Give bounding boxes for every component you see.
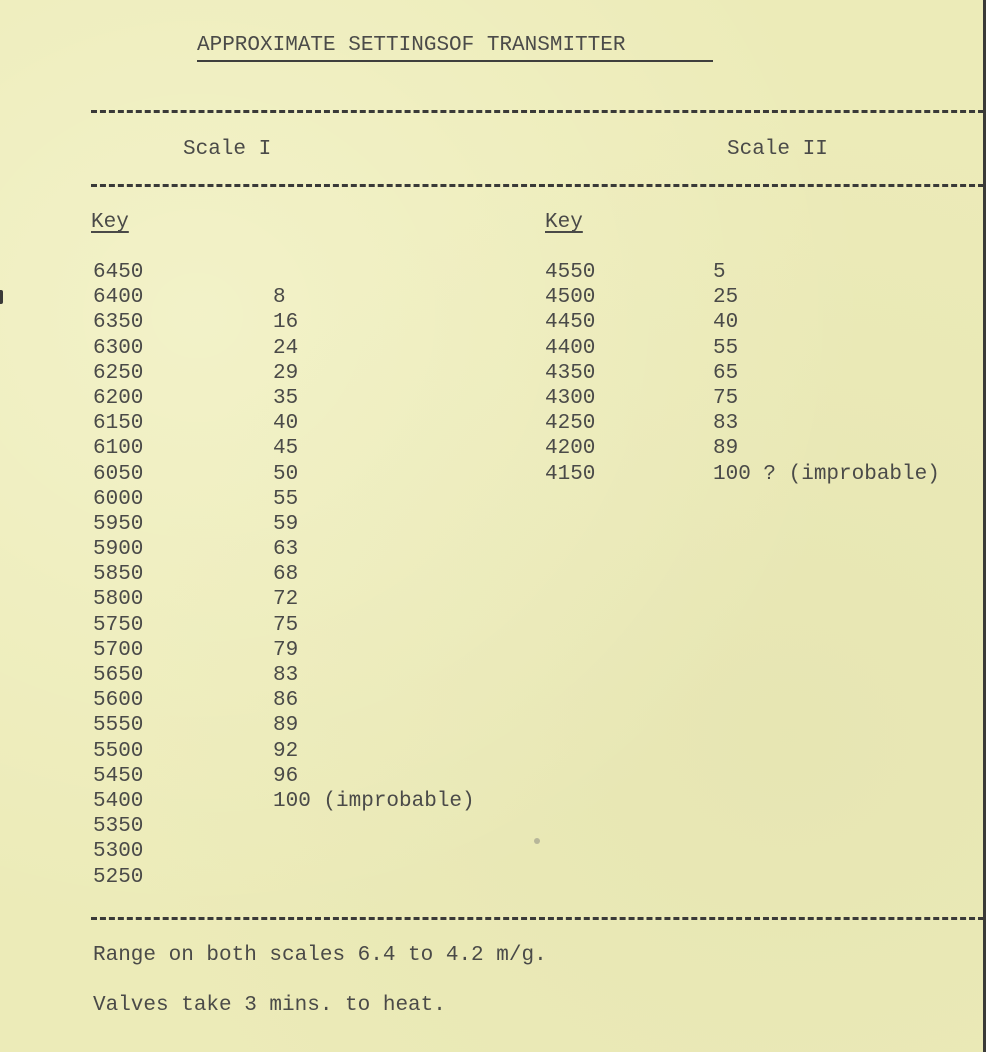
table-cell: 6050 <box>93 462 144 486</box>
table-cell: 5400 <box>93 789 144 813</box>
margin-mark <box>0 290 3 304</box>
scale-2-header: Scale II <box>727 138 828 161</box>
table-cell: 6100 <box>93 437 144 461</box>
table-cell: 5950 <box>93 512 144 536</box>
table-cell: 55 <box>273 487 299 511</box>
table-cell: 40 <box>273 412 299 436</box>
table-cell: 6250 <box>93 361 144 385</box>
table-cell: 75 <box>713 386 739 410</box>
valves-note: Valves take 3 mins. to heat. <box>93 994 446 1017</box>
table-cell: 100 (improbable) <box>273 789 475 813</box>
table-cell: 6200 <box>93 386 144 410</box>
table-cell: 4350 <box>545 361 596 385</box>
table-cell: 25 <box>713 286 739 310</box>
top-divider <box>91 110 984 113</box>
table-cell: 16 <box>273 311 299 335</box>
table-cell: 96 <box>273 764 299 788</box>
scale-2-setting-column <box>713 260 940 487</box>
table-cell: 83 <box>713 412 739 436</box>
scale-1-header: Scale I <box>183 138 272 161</box>
table-cell: 75 <box>273 613 299 637</box>
bottom-divider <box>91 917 984 920</box>
table-cell: 5350 <box>93 815 144 839</box>
scale-2-key-label: Key <box>545 211 583 234</box>
table-cell: 79 <box>273 638 299 662</box>
range-note: Range on both scales 6.4 to 4.2 m/g. <box>93 944 547 967</box>
table-cell: 5750 <box>93 613 144 637</box>
table-cell: 5 <box>713 261 726 284</box>
table-cell: 5550 <box>93 714 144 738</box>
table-cell: 6300 <box>93 336 144 360</box>
table-cell: 89 <box>273 714 299 738</box>
table-cell: 5700 <box>93 638 144 662</box>
table-cell: 68 <box>273 563 299 587</box>
table-cell: 6400 <box>93 286 144 310</box>
table-cell: 83 <box>273 664 299 687</box>
table-cell: 6000 <box>93 487 144 511</box>
table-cell: 4300 <box>545 386 596 410</box>
table-cell: 92 <box>273 739 299 763</box>
table-cell: 50 <box>273 462 299 486</box>
table-cell: 6450 <box>93 261 144 284</box>
table-cell: 5300 <box>93 840 144 864</box>
table-cell: 63 <box>273 538 299 562</box>
table-cell: 5450 <box>93 764 144 788</box>
table-cell: 59 <box>273 512 299 536</box>
scale-1-key-label: Key <box>91 211 129 234</box>
table-cell: 6150 <box>93 412 144 436</box>
table-cell: 4450 <box>545 311 596 335</box>
document-title: APPROXIMATE SETTINGSOF TRANSMITTER <box>197 34 626 57</box>
table-cell: 86 <box>273 689 299 713</box>
table-cell: 6350 <box>93 311 144 335</box>
table-cell: 5850 <box>93 563 144 587</box>
header-divider <box>91 184 984 187</box>
table-cell: 100 ? (improbable) <box>713 462 940 486</box>
table-cell: 40 <box>713 311 739 335</box>
scale-1-setting-column <box>273 285 475 814</box>
table-cell: 35 <box>273 386 299 410</box>
table-cell: 4150 <box>545 462 596 486</box>
scale-1-key-column <box>93 260 143 890</box>
table-cell: 45 <box>273 437 299 461</box>
table-cell: 89 <box>713 437 739 461</box>
table-cell: 5250 <box>93 865 144 889</box>
table-cell: 4500 <box>545 286 596 310</box>
table-cell: 65 <box>713 361 739 385</box>
table-cell: 72 <box>273 588 299 612</box>
table-cell: 29 <box>273 361 299 385</box>
table-cell: 5600 <box>93 689 144 713</box>
table-cell: 5900 <box>93 538 144 562</box>
scale-2-key-column <box>545 260 595 487</box>
table-cell: 4250 <box>545 412 596 436</box>
table-cell: 24 <box>273 336 299 360</box>
table-cell: 4200 <box>545 437 596 461</box>
table-cell: 4400 <box>545 336 596 360</box>
paper-speck <box>534 838 540 844</box>
table-cell: 55 <box>713 336 739 360</box>
table-cell: 8 <box>273 286 286 310</box>
title-underline <box>197 60 713 62</box>
table-cell: 5500 <box>93 739 144 763</box>
table-cell: 5800 <box>93 588 144 612</box>
table-cell: 4550 <box>545 261 596 284</box>
table-cell: 5650 <box>93 664 144 687</box>
